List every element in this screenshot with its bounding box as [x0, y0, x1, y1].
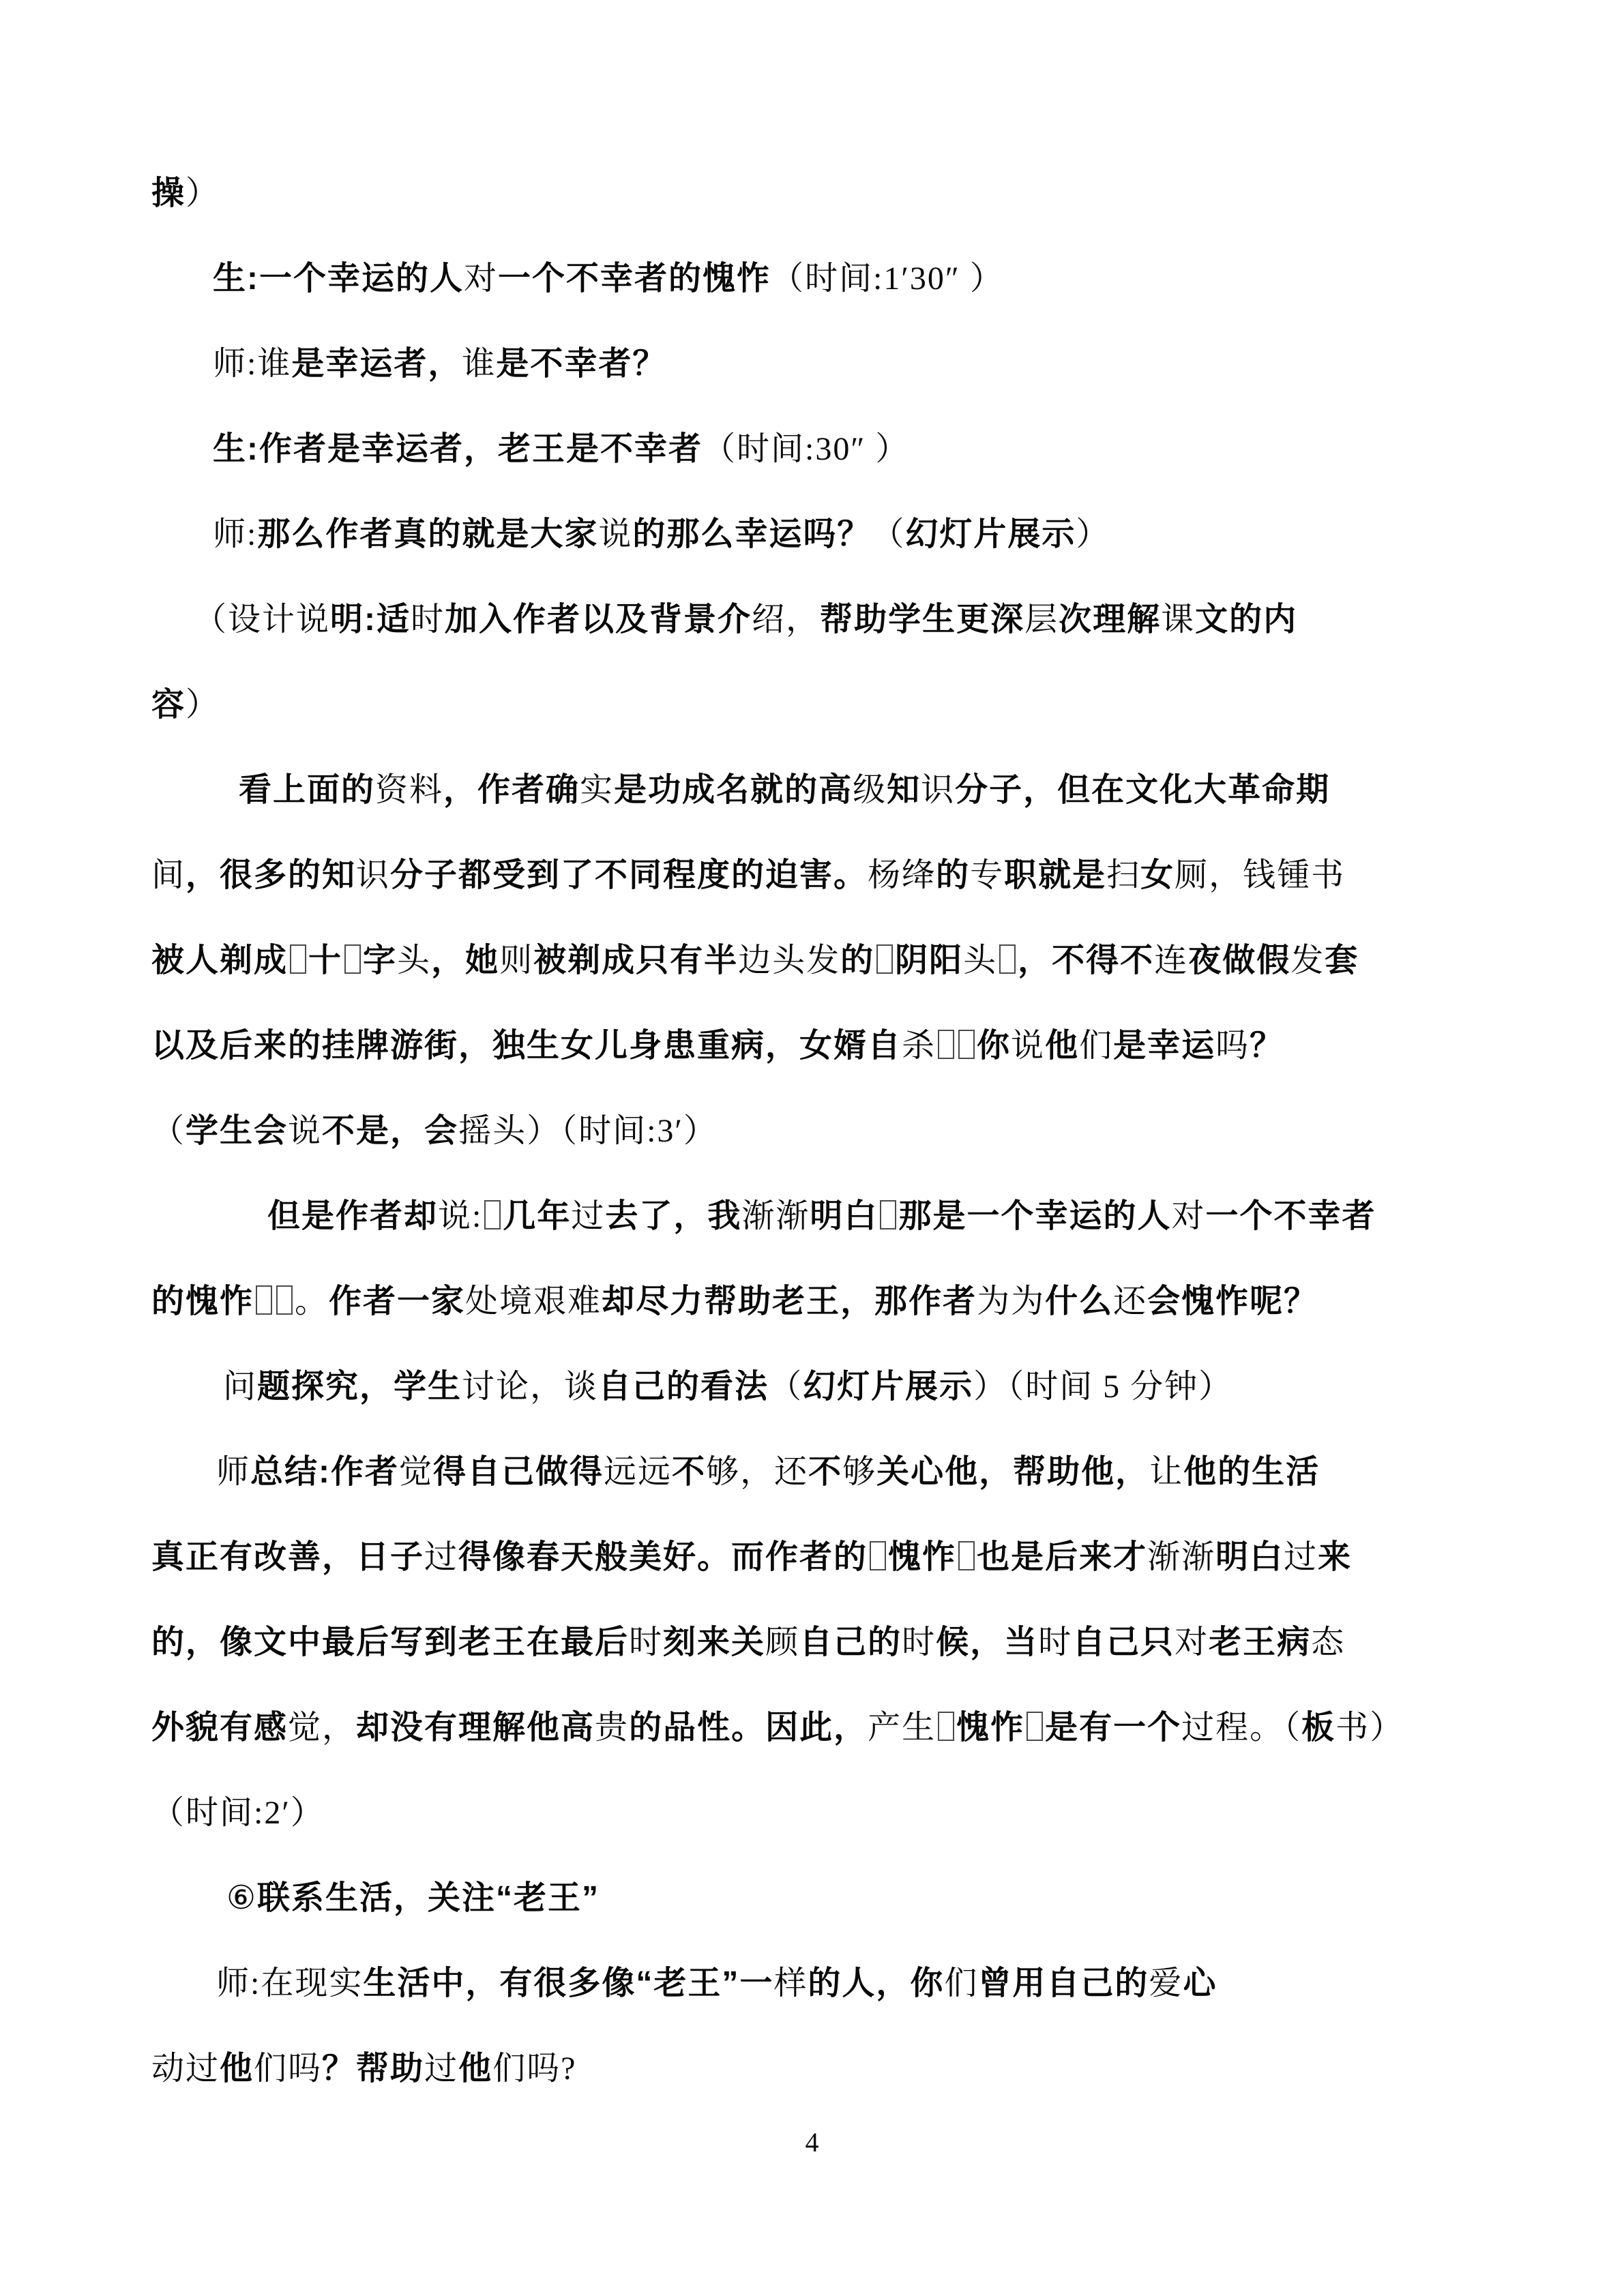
text-run: 们吗 [254, 2051, 323, 2087]
missing-glyph-box [958, 1541, 975, 1570]
text-run: 们 [944, 1965, 979, 2001]
text-line [151, 406, 1488, 492]
text-run: 师: [213, 516, 258, 552]
missing-glyph-box [344, 944, 361, 974]
text-run: 摇头 [458, 1113, 527, 1149]
text-run: 套 [1325, 942, 1359, 979]
text-run: 爱 [1149, 1965, 1183, 2001]
text-run: 过程 [1181, 1710, 1250, 1746]
text-run: 会愧怍呢？ [1147, 1283, 1318, 1320]
text-line [151, 1770, 1488, 1855]
text-run: 样 [773, 1965, 808, 2001]
text-run: 板 [1301, 1710, 1336, 1746]
text-run: 讨论，谈 [462, 1369, 599, 1405]
text-line [151, 833, 1488, 918]
text-run: 阴阳 [895, 942, 964, 979]
text-line [151, 1515, 1488, 1600]
text-run: 渐渐 [1147, 1539, 1216, 1575]
text-run: 的人，你 [808, 1965, 945, 2001]
text-run: 的那么幸运吗？ [632, 516, 872, 552]
text-run: 什么 [1045, 1283, 1114, 1320]
text-run: 心 [1183, 1965, 1217, 2001]
text-run: 去了，我 [605, 1198, 742, 1234]
text-run: （ [151, 1113, 186, 1149]
text-run: （ [871, 516, 906, 552]
text-run: 他 [220, 2051, 254, 2087]
text-run: 几年 [503, 1198, 572, 1234]
missing-glyph-box [1027, 1712, 1043, 1741]
text-line [151, 1088, 1488, 1174]
page-number: 4 [805, 2127, 819, 2158]
text-run: 的 [840, 942, 875, 979]
text-run: ，作者确 [443, 772, 580, 808]
text-run: 题探究，学生 [257, 1369, 462, 1405]
text-run: 们 [1079, 1028, 1114, 1064]
text-run: （ [769, 1369, 803, 1405]
text-run: 明白 [810, 1198, 879, 1234]
text-run: 你 [977, 1028, 1012, 1064]
text-run: 过 [1284, 1539, 1318, 1575]
text-run: 得自己做得 [433, 1454, 604, 1490]
text-run: 是有一个 [1045, 1710, 1182, 1746]
text-run: 说: [438, 1198, 483, 1234]
text-run: （设计说 [194, 601, 331, 638]
text-line [151, 236, 1488, 321]
text-run: 渐渐 [741, 1198, 810, 1234]
text-run: 产生 [868, 1710, 936, 1746]
text-run: 生活中，有很多像“老王”一 [363, 1965, 774, 2001]
text-run: 过 [424, 1539, 459, 1575]
text-run: 一个不幸者 [1205, 1198, 1376, 1234]
text-run: ，不得不 [1018, 942, 1155, 979]
text-run: ）（时间 5 分钟） [973, 1369, 1233, 1405]
text-run: 生:一个幸运的人 [213, 260, 464, 297]
text-line [151, 1855, 1488, 1941]
text-run: 觉 [399, 1454, 434, 1490]
text-run: 职就是 [1004, 857, 1107, 893]
text-line [151, 1003, 1488, 1088]
text-run: 处境艰难 [465, 1283, 602, 1320]
text-run: 杀 [902, 1028, 936, 1064]
text-run: 来 [1318, 1539, 1353, 1575]
text-run: 发 [1290, 942, 1325, 979]
text-run: 被剃成只有半 [533, 942, 739, 979]
text-run: 自己只 [1072, 1624, 1175, 1660]
text-line [151, 1259, 1488, 1344]
text-run: 说 [1011, 1028, 1046, 1064]
text-run: 吗 [1215, 1028, 1250, 1064]
text-run: 那是一个幸运的人 [898, 1198, 1172, 1234]
text-run: 连 [1154, 942, 1189, 979]
text-run: 明:适 [330, 601, 411, 638]
text-run: 自己的看法 [598, 1369, 769, 1405]
text-run: 是幸运者， [291, 346, 462, 382]
text-run: ） [186, 687, 220, 723]
text-run: 贵 [595, 1710, 630, 1746]
text-run: 关心他，帮助他， [876, 1454, 1150, 1490]
text-run: 夜做假 [1188, 942, 1291, 979]
text-run: 对 [1175, 1624, 1209, 1660]
text-run: 老王病 [1209, 1624, 1312, 1660]
text-run: 边头发 [738, 942, 841, 979]
text-run: ，她 [431, 942, 500, 979]
text-run: 得像春天般美好。而作者的 [458, 1539, 868, 1575]
text-line [151, 151, 1488, 236]
text-run: 对 [464, 260, 499, 297]
text-run: 不 [672, 1454, 707, 1490]
text-run: 。（ [1250, 1710, 1302, 1746]
text-line [151, 1344, 1488, 1429]
text-run: 觉， [288, 1710, 357, 1746]
text-run: ？帮助 [322, 2051, 425, 2087]
text-run: 容 [151, 687, 186, 723]
text-run: 们吗? [492, 2051, 577, 2087]
text-run: ） [1076, 516, 1110, 552]
text-run: 资料 [375, 772, 444, 808]
text-run: ，很多的知 [186, 857, 357, 893]
text-run: 不 [808, 1454, 843, 1490]
missing-glyph-box [938, 1030, 954, 1059]
text-run: 时 [902, 1624, 936, 1660]
text-run: 厕，钱锺书 [1175, 857, 1346, 893]
text-run: （时间:2′） [151, 1795, 325, 1831]
text-run: ？ [1250, 1028, 1284, 1064]
text-run: 一个不幸者的愧怍 [498, 260, 771, 297]
text-run: （时间:1′30″ ） [771, 260, 1004, 297]
text-run: 书 [1335, 1710, 1370, 1746]
text-run: 联系生活，关注“老王” [257, 1880, 600, 1916]
text-run: 头 [397, 942, 432, 979]
text-run: 他 [1045, 1028, 1080, 1064]
text-run: 对 [1171, 1198, 1206, 1234]
text-run: 头 [963, 942, 998, 979]
text-run: ） [186, 175, 220, 211]
text-run: 生:作者是幸运者，老王是不幸者 [213, 431, 703, 467]
text-run: 曾用自己的 [978, 1965, 1149, 2001]
missing-glyph-box [256, 1285, 272, 1315]
text-run: 绍， [752, 601, 821, 638]
text-run: 愧怍 [888, 1539, 957, 1575]
text-run: 师 [216, 1454, 251, 1490]
text-run: 他的生活 [1183, 1454, 1320, 1490]
text-run: 杨绛 [868, 857, 936, 893]
missing-glyph-box [880, 1200, 896, 1229]
text-run: 真正有改善，日子 [151, 1539, 425, 1575]
text-line [151, 662, 1488, 747]
text-line [151, 1600, 1488, 1685]
text-run: 字 [363, 942, 398, 979]
text-run: 。 [295, 1283, 329, 1320]
text-run: 为为 [977, 1283, 1046, 1320]
text-run: （时间:30″ ） [703, 431, 910, 467]
text-run: 态 [1311, 1624, 1346, 1660]
text-run: 却没有理解他高 [356, 1710, 595, 1746]
text-run: 师:谁 [213, 346, 292, 382]
text-line [151, 577, 1488, 662]
text-run: 识 [921, 772, 956, 808]
text-run: 学生会 [186, 1113, 289, 1149]
text-run: 幻灯片展示 [803, 1369, 974, 1405]
text-line [151, 1685, 1488, 1770]
text-run: 够 [842, 1454, 877, 1490]
text-line [151, 492, 1488, 577]
missing-glyph-box [876, 944, 893, 974]
missing-glyph-box [276, 1285, 293, 1315]
text-run: 层 [1024, 601, 1059, 638]
text-run: 的，像文中最后写到老王在最后 [151, 1624, 630, 1660]
text-run: 加入作者以及背景介 [445, 601, 752, 638]
text-run: 级 [853, 772, 887, 808]
text-run: 时 [1038, 1624, 1073, 1660]
text-run: 扫 [1106, 857, 1141, 893]
text-line [151, 1429, 1488, 1515]
missing-glyph-box [870, 1541, 886, 1570]
text-run: 师:在现实 [216, 1965, 364, 2001]
text-run: 那么作者真的就是大家 [257, 516, 599, 552]
text-run: 但是作者却 [267, 1198, 439, 1234]
text-run: 分子，但在文化大革命期 [955, 772, 1331, 808]
document-body [151, 151, 1488, 2111]
text-run: 是功成名就的高 [614, 772, 853, 808]
missing-glyph-box [938, 1712, 954, 1741]
text-run: 明白 [1215, 1539, 1284, 1575]
text-run: 还 [1113, 1283, 1148, 1320]
text-run: 总结:作者 [250, 1454, 400, 1490]
text-run: 作者一家 [329, 1283, 466, 1320]
text-run: 操 [151, 175, 186, 211]
text-line [151, 747, 1488, 833]
text-run: 够，还 [706, 1454, 809, 1490]
text-run: 愧怍 [956, 1710, 1025, 1746]
text-run: 则 [499, 942, 534, 979]
missing-glyph-box [290, 944, 306, 974]
text-run: 时 [629, 1624, 664, 1660]
text-run: 次理解 [1059, 601, 1162, 638]
text-run: 被人剃成 [151, 942, 289, 979]
text-run: 远远 [604, 1454, 673, 1490]
text-run: 课 [1161, 601, 1196, 638]
text-run: 文的内 [1195, 601, 1298, 638]
text-line [151, 918, 1488, 1003]
text-run: 刻来关 [663, 1624, 766, 1660]
text-run: 也是后来才 [977, 1539, 1148, 1575]
text-run: 不是，会 [322, 1113, 459, 1149]
text-run: 间 [151, 857, 186, 893]
text-run: ） [1370, 1710, 1404, 1746]
text-run: 专 [970, 857, 1005, 893]
text-run: 自己的 [799, 1624, 902, 1660]
text-run: 帮助学生更深 [820, 601, 1025, 638]
text-run: 动过 [151, 2051, 220, 2087]
text-line [151, 321, 1488, 406]
text-line [151, 2026, 1488, 2111]
text-run: 女 [1140, 857, 1175, 893]
text-run: 时 [411, 601, 445, 638]
missing-glyph-box [484, 1200, 501, 1229]
text-run: ）（时间:3′） [527, 1113, 718, 1149]
text-run: 以及后来的挂牌游街，独生女儿身患重病，女婿自 [151, 1028, 902, 1064]
text-run: 的品性。因此， [629, 1710, 868, 1746]
text-run: 看上面的 [239, 772, 376, 808]
text-run: 的愧怍 [151, 1283, 254, 1320]
text-run: 说 [598, 516, 633, 552]
text-run: 的 [936, 857, 971, 893]
text-run: 分子都受到了不同程度的迫害。 [390, 857, 868, 893]
missing-glyph-box [999, 944, 1016, 974]
text-run: 实 [580, 772, 615, 808]
text-run: 谁 [462, 346, 497, 382]
text-run: ⑥ [226, 1880, 258, 1916]
text-run: 识 [356, 857, 391, 893]
text-run: 让 [1149, 1454, 1184, 1490]
text-run: 知 [887, 772, 921, 808]
text-run: 十 [308, 942, 343, 979]
text-run: 过 [424, 2051, 459, 2087]
text-run: 却尽力帮助老王，那作者 [602, 1283, 977, 1320]
text-run: 幻灯片展示 [905, 516, 1076, 552]
text-run: 顾 [765, 1624, 800, 1660]
text-run: 问 [223, 1369, 258, 1405]
text-run: 候，当 [936, 1624, 1039, 1660]
text-run: 是幸运 [1113, 1028, 1216, 1064]
text-line [151, 1941, 1488, 2026]
text-run: 过 [571, 1198, 606, 1234]
missing-glyph-box [958, 1030, 975, 1059]
text-run: 他 [458, 2051, 493, 2087]
text-run: 说 [288, 1113, 323, 1149]
text-line [151, 1174, 1488, 1259]
text-run: 是不幸者？ [496, 346, 667, 382]
text-run: 外貌有感 [151, 1710, 289, 1746]
